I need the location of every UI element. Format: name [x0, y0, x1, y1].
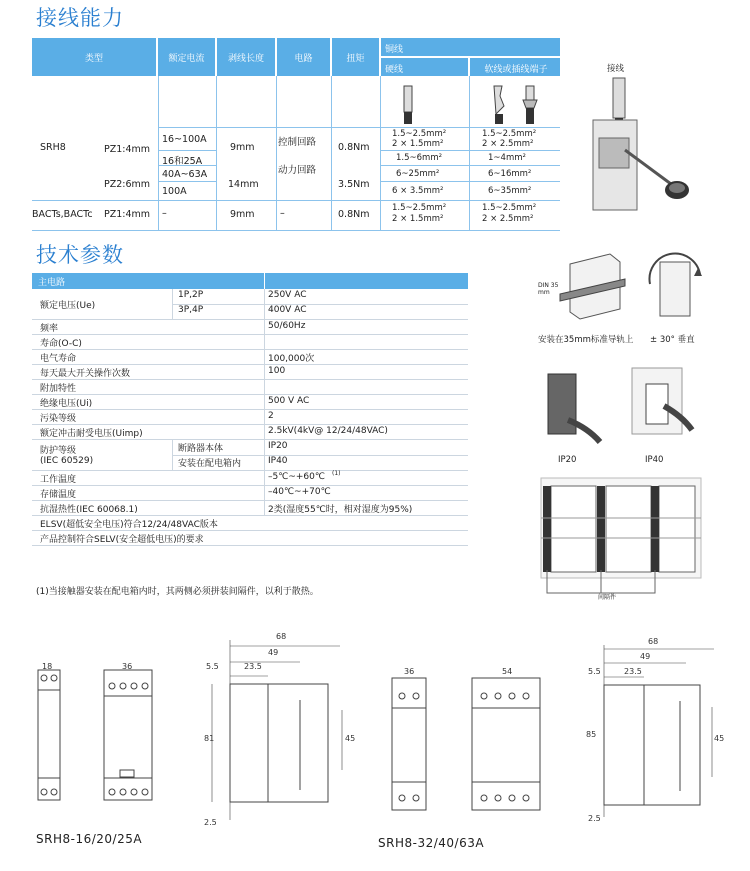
- tech-key-ops: 每天最大开关操作次数: [40, 369, 131, 379]
- tech-key-pollution: 污染等级: [40, 414, 77, 424]
- front-view-36: [102, 670, 158, 820]
- ferrule-icon: [520, 86, 540, 126]
- dim-a-18: 18: [42, 662, 53, 671]
- strip-2: 14mm: [228, 179, 259, 190]
- side-view-b: [590, 645, 740, 815]
- ip40-illustration: [630, 366, 700, 446]
- tech-key-selv: 产品控制符合SELV(安全超低电压)的要求: [40, 535, 204, 545]
- tq-2: 3.5Nm: [338, 179, 370, 190]
- tech-key-ui: 绝缘电压(Ui): [40, 399, 93, 409]
- tech-key-elsv: ELSV(超低安全电压)符合12/24/48VAC版本: [40, 520, 218, 530]
- dim-a-45: 45: [345, 734, 356, 743]
- soft-wire-icon: [490, 86, 510, 126]
- wiring-side-label: 接线: [607, 64, 625, 74]
- dim-a-81: 81: [204, 734, 215, 743]
- tech-key-freq: 频率: [40, 324, 59, 334]
- circ-2: 动力回路: [278, 165, 317, 176]
- hard-1b: 2 × 1.5mm²: [392, 139, 444, 149]
- spacer-label: 间隔件: [598, 594, 617, 601]
- row-pz14: PZ1:4mm: [104, 144, 151, 155]
- model-b-label: SRH8-32/40/63A: [378, 836, 485, 850]
- hard-wire-icon: [398, 86, 418, 126]
- tech-val-uimp: 2.5kV(4kV@ 12/24/48VAC): [268, 426, 388, 436]
- circ-1: 控制回路: [278, 137, 317, 148]
- cur-1: 16~100A: [162, 134, 207, 145]
- hdr-copper: 铜线: [385, 45, 404, 55]
- dim-a-36: 36: [122, 662, 133, 671]
- tech-sup-1: (1): [332, 470, 341, 477]
- tech-sub-body: 断路器本体: [178, 444, 224, 454]
- tech-key-sttemp: 存储温度: [40, 490, 77, 500]
- main-circuit-header: [32, 273, 468, 289]
- din-label: DIN 35 mm: [538, 282, 559, 296]
- tech-key-elec-life: 电气寿命: [40, 354, 77, 364]
- tech-val-250: 250V AC: [268, 290, 307, 300]
- hdr-type: 类型: [84, 54, 103, 64]
- ip20-illustration: [538, 370, 608, 450]
- hard-3: 6~25mm²: [396, 169, 440, 179]
- tech-val-ui: 500 V AC: [268, 396, 310, 406]
- hard-5b: 2 × 1.5mm²: [392, 214, 444, 224]
- soft-4: 6~35mm²: [488, 186, 532, 196]
- soft-1b: 2 × 2.5mm²: [482, 139, 534, 149]
- ip20-label: IP20: [558, 455, 577, 465]
- tech-key-uimp: 额定冲击耐受电压(Uimp): [40, 429, 143, 439]
- tech-footnote: (1)当接触器安装在配电箱内时，其两侧必须拼装间隔件，以利于散热。: [36, 587, 319, 597]
- ip40-label: IP40: [645, 455, 664, 465]
- hdr-hard: 硬线: [385, 65, 404, 75]
- row-bacts: BACTs,BACTc: [32, 209, 93, 220]
- row-pz26: PZ2:6mm: [104, 179, 151, 190]
- strip-3: 9mm: [230, 209, 255, 220]
- circ-3: –: [280, 208, 285, 219]
- dim-b-68: 68: [648, 637, 659, 646]
- tech-val-elec-life: 100,000次: [268, 354, 315, 364]
- cur-2: 16和25A: [162, 156, 203, 167]
- soft-1a: 1.5~2.5mm²: [482, 129, 537, 139]
- tech-val-ip40: IP40: [268, 456, 288, 466]
- hard-2: 1.5~6mm²: [396, 153, 443, 163]
- dim-a-5.5: 5.5: [206, 662, 219, 671]
- tech-key-ip-std: (IEC 60529): [40, 456, 94, 466]
- soft-5b: 2 × 2.5mm²: [482, 214, 534, 224]
- hard-1a: 1.5~2.5mm²: [392, 129, 447, 139]
- spacer-illustration: [541, 478, 701, 608]
- din-caption: 安装在35mm标准导轨上: [538, 335, 634, 345]
- dim-b-5.5: 5.5: [588, 667, 601, 676]
- cur-3: 40A~63A: [162, 169, 208, 180]
- soft-2: 1~4mm²: [488, 153, 526, 163]
- row-srh8: SRH8: [40, 142, 66, 153]
- tech-sub-box: 安装在配电箱内: [178, 459, 242, 469]
- dim-b-49: 49: [640, 652, 651, 661]
- tech-title: 技术参数: [36, 243, 124, 267]
- cur-5: –: [162, 208, 167, 219]
- hdr-circuit: 电路: [294, 54, 313, 64]
- tech-key-optemp: 工作温度: [40, 475, 77, 485]
- tech-val-400: 400V AC: [268, 305, 307, 315]
- tech-key-voltage: 额定电压(Ue): [40, 301, 96, 311]
- dim-b-36: 36: [404, 667, 415, 676]
- soft-5a: 1.5~2.5mm²: [482, 203, 537, 213]
- dim-a-49: 49: [268, 648, 279, 657]
- tech-val-optemp: –5℃~+60℃: [268, 472, 325, 482]
- hdr-torque: 扭矩: [346, 54, 365, 64]
- model-a-label: SRH8-16/20/25A: [36, 832, 143, 846]
- tech-val-freq: 50/60Hz: [268, 321, 306, 331]
- dim-b-85: 85: [586, 730, 597, 739]
- tech-key-humid: 抗湿热性(IEC 60068.1): [40, 505, 138, 515]
- tech-val-ops: 100: [268, 366, 286, 376]
- angle-caption: ± 30° 垂直: [650, 335, 695, 345]
- tech-val-humid: 2类(湿度55℃时，相对湿度为95%): [268, 505, 413, 515]
- front-view-b-54: [470, 678, 546, 818]
- dim-b-23.5: 23.5: [624, 667, 642, 676]
- hard-5a: 1.5~2.5mm²: [392, 203, 447, 213]
- dim-b-54: 54: [502, 667, 513, 676]
- tech-val-sttemp: –40℃~+70℃: [268, 487, 331, 497]
- wiring-table: [32, 38, 560, 231]
- cur-4: 100A: [162, 186, 187, 197]
- tech-val-ip20: IP20: [268, 441, 288, 451]
- tq-3: 0.8Nm: [338, 209, 370, 220]
- tech-sub-1p2p: 1P,2P: [178, 290, 204, 300]
- strip-1: 9mm: [230, 142, 255, 153]
- main-circuit-label: 主电路: [38, 278, 66, 288]
- dim-b-45: 45: [714, 734, 725, 743]
- tech-key-extra: 附加特性: [40, 384, 77, 394]
- dim-b-2.5: 2.5: [588, 814, 601, 823]
- side-view-a: [200, 640, 350, 810]
- front-view-18: [36, 670, 66, 820]
- hdr-strip: 剥线长度: [227, 54, 264, 64]
- tech-val-pollution: 2: [268, 411, 274, 421]
- dim-a-23.5: 23.5: [244, 662, 262, 671]
- soft-3: 6~16mm²: [488, 169, 532, 179]
- rotation-illustration: [640, 254, 710, 324]
- dim-a-68: 68: [276, 632, 287, 641]
- wiring-title: 接线能力: [36, 6, 124, 30]
- screwdriver-illustration: [585, 78, 695, 228]
- tech-sub-3p4p: 3P,4P: [178, 305, 204, 315]
- front-view-b-36: [390, 678, 430, 818]
- hdr-soft: 软线或插线端子: [484, 65, 548, 75]
- row-pz14b: PZ1:4mm: [104, 209, 151, 220]
- dim-a-2.5: 2.5: [204, 818, 217, 827]
- tech-key-ip: 防护等级: [40, 446, 77, 456]
- hdr-current: 额定电流: [168, 54, 205, 64]
- tech-key-life: 寿命(O-C): [40, 339, 82, 349]
- hard-4: 6 × 3.5mm²: [392, 186, 444, 196]
- tq-1: 0.8Nm: [338, 142, 370, 153]
